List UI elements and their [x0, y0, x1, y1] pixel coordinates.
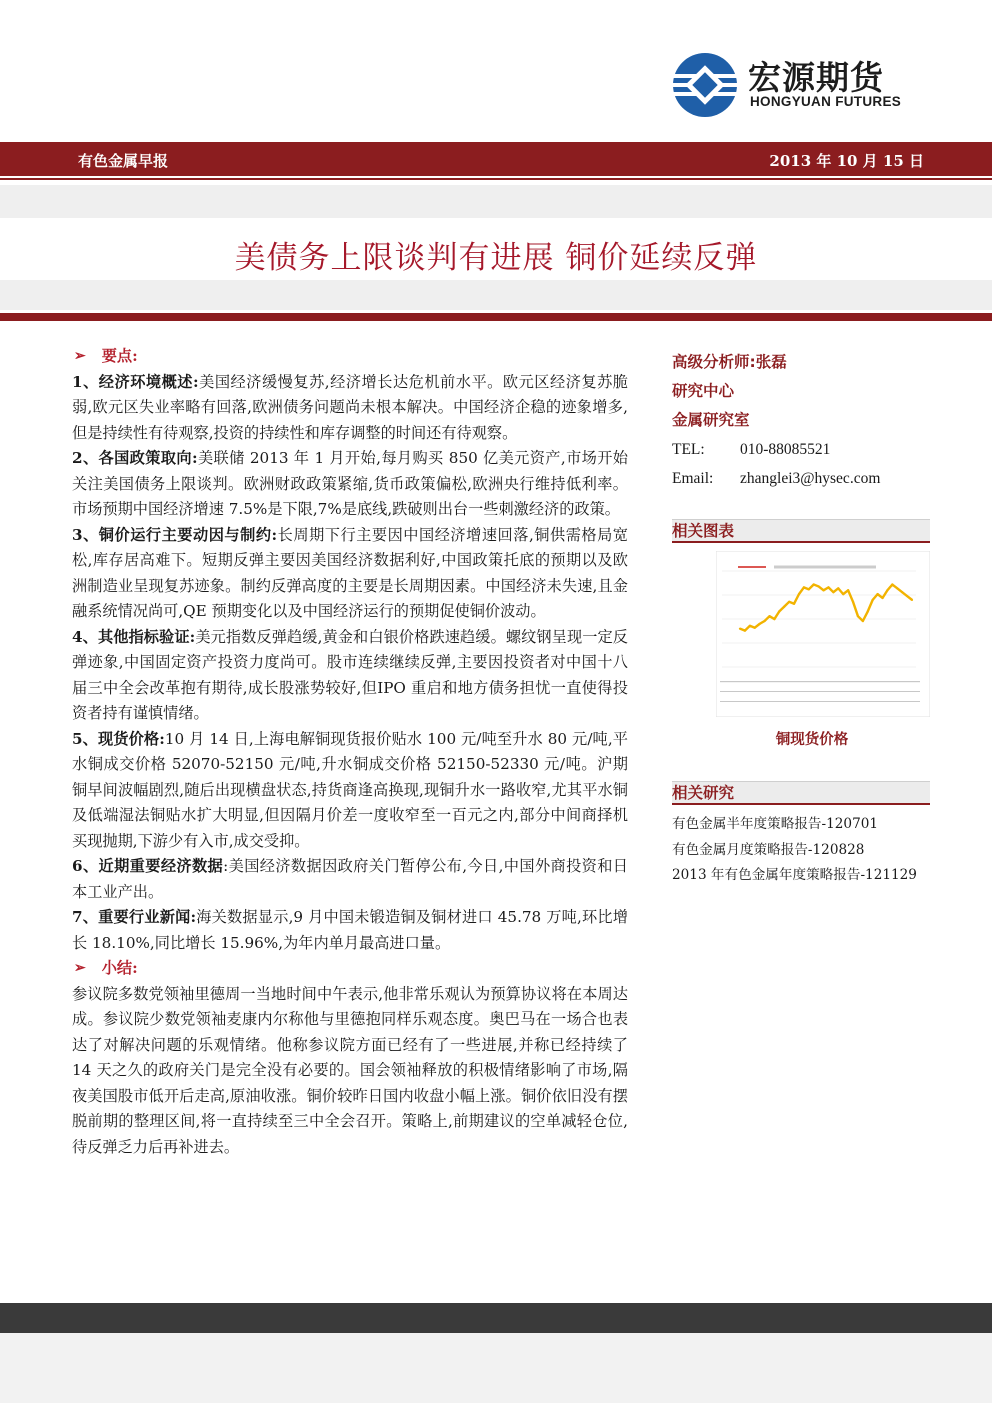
report-date: 2013 年 10 月 15 日 [769, 152, 924, 170]
contact-tel [672, 435, 930, 464]
series-point [773, 618, 775, 620]
chart-heading: 相关图表 [672, 519, 930, 543]
key-points-heading [72, 344, 628, 370]
copper-price-chart [716, 551, 930, 717]
series-point [759, 623, 761, 625]
company-logo [672, 50, 917, 120]
key-points-label: 要点: [101, 347, 138, 365]
series-point [808, 588, 810, 590]
summary-heading [72, 956, 628, 982]
point-head: 1、经济环境概述: [72, 372, 199, 391]
research-item[interactable]: 2013 年有色金属年度策略报告-121129 [672, 867, 917, 883]
contact-email [672, 464, 930, 493]
series-point [906, 595, 908, 597]
point-item [72, 905, 628, 956]
summary-label: 小结: [101, 959, 138, 977]
series-point [739, 628, 741, 630]
point-item [72, 523, 628, 625]
series-point [896, 587, 898, 589]
point-text: 美元指数反弹趋缓,黄金和白银价格跌速趋缓。螺纹钢呈现一定反弹迹象,中国固定资产投资力度尚可。股市连续继续反弹,主要因投资者对中国十八届三中全会改革抱有期待,成长股涨势较好,但IPO 重启和地方债务担忧一直使得投资者持有谨慎情绪。 [72, 627, 628, 722]
series-point [788, 601, 790, 603]
series-point [881, 597, 883, 599]
series-point [867, 610, 869, 612]
point-text: 美国经济缓慢复苏,经济增长达危机前水平。欧元区经济复苏脆弱,欧元区失业率略有回落,欧洲债务问题尚未根本解决。中国经济企稳的迹象增多,但是持续性有待观察,投资的持续性和库存调整的时间还有待观察。 [72, 372, 628, 442]
series-point [754, 627, 756, 629]
analyst-name: 高级分析师:张磊 [672, 353, 787, 371]
point-head: 2、各国政策取向: [72, 449, 198, 467]
series-point [886, 589, 888, 591]
point-item [72, 446, 628, 523]
series-point [813, 583, 815, 585]
point-text: :美国经济数据因政府关门暂停公布,今日,中国外商投资和日本工业产出。 [72, 857, 628, 901]
series-point [793, 603, 795, 605]
series-point [832, 591, 834, 593]
point-item [72, 854, 628, 905]
point-item [72, 625, 628, 727]
tel-label: TEL: [672, 441, 705, 458]
series-point [763, 620, 765, 622]
email-label: Email: [672, 470, 714, 487]
series-point [822, 589, 824, 591]
point-text: 10 月 14 日,上海电解铜现货报价贴水 100 元/吨至升水 80 元/吨,平水铜成交价格 52070-52150 元/吨,升水铜成交价格 52150-52330 元/吨。沪期铜早间波幅剧烈,随后出现横盘状态,持货商逢高换现,现铜升水一路收窄,尤其平水铜及低端湿法铜贴水扩大明显,但因隔月价差一度收窄至一百元之内,部分中间商择机买现抛期,下游少有入市,成交受抑。 [72, 729, 628, 850]
series-point [827, 586, 829, 588]
point-text: 美联储 2013 年 1 月开始,每月购买 850 亿美元资产,市场开始关注美国债务上限谈判。欧洲财政政策紧缩,货币政策偏松,欧洲央行维持低利率。市场预期中国经济增速 7.5%是下限,7%是底线,跌破则出台一些刺激经济的政策。 [72, 449, 628, 518]
series-point [783, 606, 785, 608]
side-column [672, 348, 930, 493]
series-point [803, 586, 805, 588]
tel-value: 010-88085521 [740, 441, 831, 458]
point-head: 5、现货价格: [72, 729, 165, 748]
series-point [818, 585, 820, 587]
header-rule [0, 178, 992, 180]
related-research-heading: 相关研究 [672, 781, 930, 805]
series-point [911, 599, 913, 601]
point-head: 7、重要行业新闻: [72, 908, 197, 926]
logo-mark-icon [672, 52, 738, 118]
series-point [862, 620, 864, 622]
series-point [842, 593, 844, 595]
point-head: 3、铜价运行主要动因与制约: [72, 525, 278, 544]
series-point [744, 630, 746, 632]
point-text: 海关数据显示,9 月中国未锻造铜及铜材进口 45.78 万吨,环比增长 18.10%,同比增长 15.96%,为年内单月最高进口量。 [72, 908, 628, 952]
series-point [872, 599, 874, 601]
logo-name-cn: 宏源期货 [748, 58, 884, 97]
series-point [852, 601, 854, 603]
email-value[interactable]: zhanglei3@hysec.com [740, 470, 881, 487]
point-item [72, 370, 628, 447]
research-item[interactable]: 有色金属半年度策略报告-120701 [672, 816, 879, 832]
series-point [857, 615, 859, 617]
main-column [72, 344, 628, 1160]
series-point [901, 591, 903, 593]
series-point [798, 593, 800, 595]
logo-name-en: HONGYUAN FUTURES [750, 94, 902, 109]
series-point [877, 593, 879, 595]
point-head: 4、其他指标验证: [72, 627, 196, 646]
page-title: 美债务上限谈判有进展 铜价延续反弹 [234, 240, 758, 276]
arrow-bullet-icon: ➢ [74, 960, 86, 976]
point-head: 6、近期重要经济数据 [72, 857, 224, 875]
dept-metals: 金属研究室 [672, 411, 750, 429]
series-point [768, 615, 770, 617]
chart-caption: 铜现货价格 [775, 732, 849, 748]
summary-text: 参议院多数党领袖里德周一当地时间中午表示,他非常乐观认为预算协议将在本周达成。参议院少数党领袖麦康内尔称他与里德抱同样乐观态度。奥巴马在一场合也表达了对解决问题的乐观情绪。他称参议院方面已经有了一些进展,并称已经持续了 14 天之久的政府关门是完全没有必要的。国会领袖释放的积极情绪影响了市场,隔夜美国股市低开后走高,原油收涨。铜价较昨日国内收盘小幅上涨。铜价依旧没有摆脱前期的整理区间,将一直持续至三中全会召开。策略上,前期建议的空单减轻仓位,待反弹乏力后再补进去。 [72, 984, 628, 1156]
series-point [847, 589, 849, 591]
series-point [891, 583, 893, 585]
title-rule [0, 313, 992, 321]
footer-bar [0, 1303, 992, 1333]
point-text: 长周期下行主要因中国经济增速回落,铜供需格局宽松,库存居高难下。短期反弹主要因美国经济数据利好,中国政策托底的预期以及欧洲制造业呈现复苏迹象。制约反弹高度的主要是长周期因素。中国经济未失速,且金融系统情况尚可,QE 预期变化以及中国经济运行的预期促使铜价波动。 [72, 525, 628, 620]
point-item [72, 727, 628, 855]
arrow-bullet-icon: ➢ [74, 348, 86, 364]
series-point [837, 587, 839, 589]
footer-band [0, 1333, 992, 1403]
report-category: 有色金属早报 [78, 152, 169, 170]
dept-research-center: 研究中心 [672, 382, 735, 400]
research-item[interactable]: 有色金属月度策略报告-120828 [672, 841, 865, 858]
related-research-list [672, 812, 942, 889]
series-point [749, 625, 751, 627]
series-point [778, 610, 780, 612]
